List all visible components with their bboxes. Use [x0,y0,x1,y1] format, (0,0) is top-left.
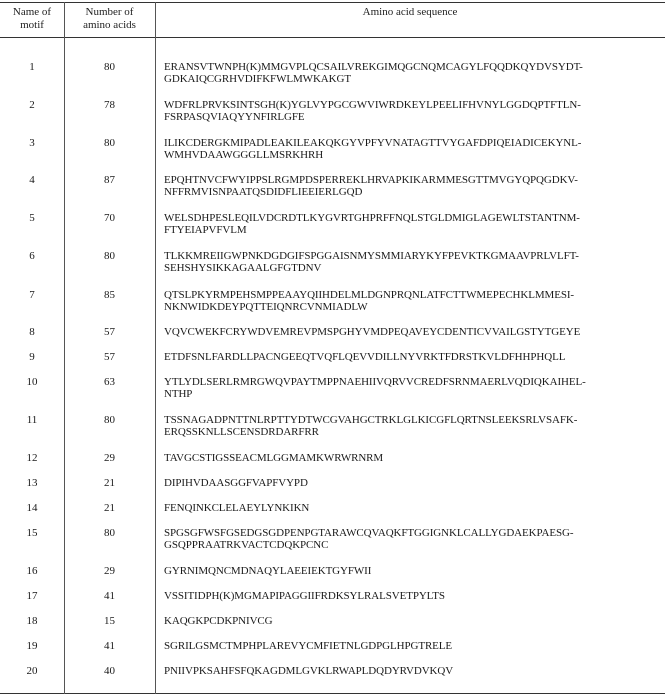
motif-name: 4 [29,174,35,186]
amino-acid-count: 29 [104,452,115,464]
amino-acid-sequence [164,137,659,161]
header-number-of-amino-acids [64,6,155,32]
amino-acid-count: 40 [104,665,115,677]
sequence-line: SGRILGSMCTMPHPLAREVYCMFIETNLGDPGLHPGTRELE [164,640,453,652]
amino-acid-sequence [164,99,659,123]
motif-name: 19 [26,640,38,652]
header-text: amino acids [83,19,136,31]
amino-acid-sequence [164,174,659,198]
motif-name: 3 [29,137,35,149]
motif-name: 8 [29,326,35,338]
sequence-line: NFFRMVISNPAATQSDIDFLIEEIERLGQD [164,186,363,198]
amino-acid-count: 29 [104,565,115,577]
sequence-line: GSQPPRAATRKVACTCDQKPCNC [164,539,329,551]
amino-acid-count: 80 [104,61,115,73]
sequence-line: SPGSGFWSFGSEDGSGDPENPGTARAWCQVAQKFTGGIGNKLCALLYGDAEKPAESG- [164,527,574,539]
sequence-line: VSSITIDPH(K)MGMAPIPAGGIIFRDKSYLRALSVETPYLTS [164,590,445,602]
motif-name: 16 [26,565,38,577]
table-bottom-rule [0,693,665,694]
motif-name: 14 [26,502,38,514]
sequence-line: EPQHTNVCFWYIPPSLRGMPDSPERREKLHRVAPKIKARMMESGTTMVGYQPQGDKV- [164,174,578,186]
motif-name: 10 [26,376,38,388]
header-text: motif [20,19,44,31]
sequence-line: VQVCWEKFCRYWDVEMREVPMSPGHYVMDPEQAVEYCDENTICVVAILGSTYTGEYE [164,326,581,338]
sequence-line: WDFRLPRVKSINTSGH(K)YGLVYPGCGWVIWRDKEYLPEELIFHVNYLGGDQPTFTLN- [164,99,581,111]
motif-name: 13 [26,477,38,489]
sequence-line: SEHSHYSIKKAGAALGFGTDNV [164,262,322,274]
amino-acid-count: 80 [104,250,115,262]
motif-name: 17 [26,590,38,602]
sequence-line: TLKKMREIIGWPNKDGDGIFSPGGAISNMYSMMIARYKYFPEVKTKGMAAVPRLVLFT- [164,250,579,262]
amino-acid-count: 15 [104,615,115,627]
amino-acid-sequence [164,250,659,274]
amino-acid-sequence [164,351,659,363]
amino-acid-sequence [164,665,659,677]
sequence-line: NTHP [164,388,193,400]
amino-acid-count: 80 [104,414,115,426]
motif-name: 9 [29,351,35,363]
amino-acid-count: 63 [104,376,115,388]
motif-name: 15 [26,527,38,539]
amino-acid-sequence [164,477,659,489]
motif-name: 18 [26,615,38,627]
amino-acid-count: 57 [104,351,115,363]
header-text: Amino acid sequence [362,6,458,18]
motif-name: 12 [26,452,38,464]
amino-acid-count: 87 [104,174,115,186]
header-text: Name of [12,6,52,18]
sequence-line: PNIIVPKSAHFSFQKAGDMLGVKLRWAPLDQDYRVDVKQV [164,665,454,677]
sequence-line: ETDFSNLFARDLLPACNGEEQTVQFLQEVVDILLNYVRKTFDRSTKVLDFHHPHQLL [164,351,566,363]
motif-name: 6 [29,250,35,262]
sequence-line: ILIKCDERGKMIPADLEAKILEAKQKGYVPFYVNATAGTTVYGAFDPIQEIADICEKYNL- [164,137,582,149]
sequence-line: WMHVDAAWGGGLLMSRKHRH [164,149,324,161]
motif-name: 2 [29,99,35,111]
sequence-line: ERANSVTWNPH(K)MMGVPLQCSAILVREKGIMQGCNQMCAGYLFQQDKQYDVSYDT- [164,61,583,73]
amino-acid-sequence [164,590,659,602]
sequence-line: KAQGKPCDKPNIVCG [164,615,273,627]
amino-acid-sequence [164,565,659,577]
sequence-line: DIPIHVDAASGGFVAPFVYPD [164,477,308,489]
sequence-line: FSRPASQVIAQYYNFIRLGFE [164,111,305,123]
sequence-line: FTYEIAPVFVLM [164,224,247,236]
amino-acid-sequence [164,502,659,514]
sequence-line: TAVGCSTIGSSEACMLGGMAMKWRWRNRM [164,452,384,464]
sequence-line: NKNWIDKDEYPQTTEIQNRCVNMIADLW [164,301,368,313]
amino-acid-count: 41 [104,640,115,652]
column-divider [155,2,156,694]
sequence-line: WELSDHPESLEQILVDCRDTLKYGVRTGHPRFFNQLSTGLDMIGLAGEWLTSTANTNM- [164,212,580,224]
sequence-line: GDKAIQCGRHVDIFKFWLMWKAKGT [164,73,351,85]
amino-acid-sequence [164,414,659,438]
motif-name: 5 [29,212,35,224]
sequence-line: TSSNAGADPNTTNLRPTTYDTWCGVAHGCTRKLGLKICGFLQRTNSLEEKSRLVSAFK- [164,414,578,426]
amino-acid-count: 41 [104,590,115,602]
table-top-rule [0,2,665,3]
header-text: Number of [85,6,134,18]
amino-acid-count: 70 [104,212,115,224]
sequence-line: FENQINKCLELAEYLYNKIKN [164,502,310,514]
amino-acid-sequence [164,527,659,551]
amino-acid-sequence [164,61,659,85]
amino-acid-sequence [164,212,659,236]
amino-acid-sequence [164,640,659,652]
amino-acid-sequence [164,376,659,400]
header-rule [0,37,665,38]
amino-acid-count: 21 [104,477,115,489]
amino-acid-count: 85 [104,289,115,301]
amino-acid-count: 78 [104,99,115,111]
amino-acid-sequence [164,289,659,313]
motif-name: 11 [26,414,38,426]
motif-name: 1 [29,61,35,73]
amino-acid-count: 80 [104,527,115,539]
amino-acid-sequence [164,326,659,338]
header-amino-acid-sequence [155,6,665,19]
sequence-line: ERQSSKNLLSCENSDRDARFRR [164,426,319,438]
amino-acid-count: 57 [104,326,115,338]
header-name-of-motif [0,6,64,32]
amino-acid-sequence [164,615,659,627]
sequence-line: YTLYDLSERLRMRGWQVPAYTMPPNAEHIIVQRVVCREDFSRNMAERLVQDIQKAIHEL- [164,376,586,388]
sequence-line: GYRNIMQNCMDNAQYLAEEIEKTGYFWII [164,565,372,577]
amino-acid-sequence [164,452,659,464]
motif-name: 20 [26,665,38,677]
amino-acid-count: 80 [104,137,115,149]
motif-name: 7 [29,289,35,301]
amino-acid-count: 21 [104,502,115,514]
sequence-line: QTSLPKYRMPEHSMPPEAAYQIIHDELMLDGNPRQNLATFCTTWMEPECHKLMMESI- [164,289,574,301]
